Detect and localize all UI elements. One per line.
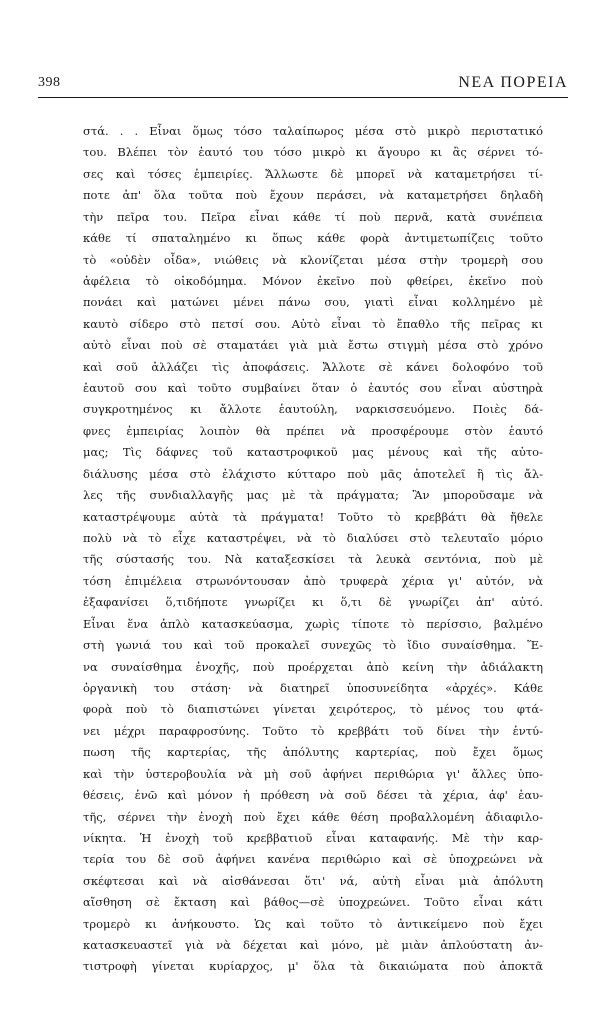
text-line: τερία του δὲ σοῦ ἀφήνει κανένα περιθώριο καὶ σὲ ὑποχρεώνει νὰ	[83, 852, 543, 867]
text-line: να συναίσθημα ἐνοχῆς, ποὺ προέρχεται ἀπὸ κείνη τὴν ἀδιάλακτη	[83, 659, 543, 674]
text-line: τρομερὸ κι ἀνήκουστο. Ὡς καὶ τοῦτο τὸ ἀντικείμενο ποὺ ἔχει	[83, 916, 543, 931]
journal-title: ΝΕΑ ΠΟΡΕΙΑ	[458, 74, 568, 91]
text-line: Εἶναι ἕνα ἁπλὸ κατασκεύασμα, χωρὶς τίποτε τὸ περίσσιο, βαλμένο	[83, 616, 543, 631]
text-line: πονάει καὶ ματώνει μένει πάνω σου, γιατὶ εἶναι κολλημένο μὲ	[83, 295, 543, 310]
text-line: ὀργανικὴ του στάση· νὰ διατηρεῖ ὑποσυνείδητα «ἀρχές». Κάθε	[83, 680, 543, 695]
header-rule	[38, 97, 568, 98]
text-line: αὐτὸ εἶναι ποὺ σὲ σταματάει γιὰ μιὰ ἔστω στιγμὴ μέσα στὸ χρόνο	[83, 338, 543, 353]
text-line: τῆς σύστασής του. Νὰ καταξεσκίσει τὰ λευκὰ σεντόνια, ποὺ μὲ	[83, 552, 543, 567]
text-line: ποτε ἀπ' ὅλα τοῦτα ποὺ ἔχουν περάσει, νὰ καταμετρήσει δηλαδὴ	[83, 188, 543, 203]
text-line: νίκητα. Ἡ ἐνοχὴ τοῦ κρεββατιοῦ εἶναι καταφανής. Μὲ τὴν καρ-	[83, 830, 543, 845]
running-header	[38, 70, 568, 96]
text-line: κατασκευαστεῖ γιὰ νὰ δέχεται καὶ μόνο, μὲ μιὰν ἁπλούστατη ἀν-	[83, 938, 543, 953]
text-line: διάλυσης μέσα στὸ ἐλάχιστο κύτταρο ποὺ μᾶς ἀποτελεῖ ἢ τὶς ἄλ-	[83, 466, 543, 481]
text-line: θέσεις, ἐνῶ καὶ μόνον ἡ πρόθεση νὰ σοῦ δέσει τὰ χέρια, ἀφ' ἑαυ-	[83, 788, 543, 803]
text-line: του. Βλέπει τὸν ἑαυτό του τόσο μικρὸ κι ἄγουρο κι ἂς σέρνει τό-	[83, 145, 543, 160]
text-line: ἀφέλεια τὸ οἰκοδόμημα. Μόνον ἐκεῖνο ποὺ φθείρει, ἐκεῖνο ποὺ	[83, 273, 543, 288]
text-line: κάθε τί σπαταλημένο κι ὅπως κάθε φορὰ ἀντιμετωπίζεις τοῦτο	[83, 231, 543, 246]
text-line: φορὰ ποὺ τὸ διαπιστώνει γίνεται χειρότερος, τὸ μένος του φτά-	[83, 702, 543, 717]
page-number: 398	[38, 75, 61, 90]
text-line: σες καὶ τόσες ἐμπειρίες. Ἄλλωστε δὲ μπορεῖ νὰ καταμετρήσει τί-	[83, 166, 543, 181]
text-line: καυτὸ σίδερο στὸ πετσί σου. Αὐτὸ εἶναι τὸ ἔπαθλο τῆς πεῖρας κι	[83, 316, 543, 331]
text-line: τόση ἐπιμέλεια στρωνόντουσαν ἀπὸ τρυφερὰ χέρια γι' αὐτόν, νὰ	[83, 573, 543, 588]
text-line: καὶ τὴν ὑστεροβουλία νὰ μὴ σοῦ ἀφήνει περιθώρια γι' ἄλλες ὑπο-	[83, 766, 543, 781]
text-line: πολὺ νὰ τὸ εἶχε καταστρέψει, νὰ τὸ διαλύσει στὸ τελευταῖο μόριο	[83, 531, 543, 546]
body-text	[83, 121, 543, 978]
text-line: καταστρέψουμε αὐτὰ τὰ πράγματα! Τοῦτο τὸ κρεββάτι θὰ ἤθελε	[83, 509, 543, 524]
text-line: τὴν πεῖρα του. Πεῖρα εἶναι κάθε τί ποὺ περνᾶ, κατὰ συνέπεια	[83, 209, 543, 224]
text-line: πωση τῆς καρτερίας, τῆς ἀπόλυτης καρτερίας, ποὺ ἔχει ὅμως	[83, 745, 543, 760]
text-line: συγκροτημένος κι ἄλλοτε ἑαυτούλη, ναρκισσευόμενο. Ποιὲς δά-	[83, 402, 543, 417]
text-line: τῆς, σέρνει τὴν ἐνοχὴ ποὺ ἔχει κάθε θέση προβαλλομένη ἀδιαφιλο-	[83, 809, 543, 824]
text-line: τιστροφὴ γίνεται κυρίαρχος, μ' ὅλα τὰ δικαιώματα ποὺ ἀποκτᾶ	[83, 959, 543, 974]
text-line: στά. . . Εἶναι ὅμως τόσο ταλαίπωρος μέσα στὸ μικρὸ περιστατικό	[83, 124, 543, 138]
text-line: μας; Τὶς δάφνες τοῦ καταστροφικοῦ μας μένους καὶ τῆς αὐτο-	[83, 445, 543, 460]
text-line: σκέφτεσαι καὶ νὰ αἰσθάνεσαι ὅτι' νά, αὐτὴ εἶναι μιὰ ἀπόλυτη	[83, 873, 543, 888]
text-line: καὶ σοῦ ἀλλάζει τὶς ἀποφάσεις. Ἄλλοτε σὲ κάνει δολοφόνο τοῦ	[83, 359, 543, 374]
text-line: ἐξαφανίσει ὅ,τιδήποτε γνωρίζει κι ὅ,τι δὲ γνωρίζει ἀπ' αὐτό.	[83, 595, 543, 610]
text-line: τὸ «οὐδὲν οἶδα», νιώθεις νὰ κλονίζεται μέσα στὴν τρομερὴ σου	[83, 252, 543, 267]
text-line: λες τῆς συνδιαλλαγῆς μας μὲ τὰ πράγματα; Ἂν μποροῦσαμε νὰ	[83, 488, 543, 503]
text-line: ἑαυτοῦ σου καὶ τοῦτο συμβαίνει ὅταν ὁ ἑαυτός σου εἶναι αὐστηρὰ	[83, 381, 543, 396]
text-line: στὴ γωνιά του καὶ τοῦ προκαλεῖ συνεχῶς τὸ ἴδιο συναίσθημα. Ἕ-	[83, 638, 543, 653]
text-line: αἴσθηση σὲ ἔκταση καὶ βάθος—σὲ ὑποχρεώνει. Τοῦτο εἶναι κάτι	[83, 895, 543, 910]
text-line: νει μέχρι παραφροσύνης. Τοῦτο τὸ κρεββάτι τοῦ δίνει τὴν ἐντύ-	[83, 723, 543, 738]
text-line: φνες ἐμπειρίας λοιπὸν θὰ πρέπει νὰ προσφέρουμε στὸν ἑαυτό	[83, 423, 543, 438]
